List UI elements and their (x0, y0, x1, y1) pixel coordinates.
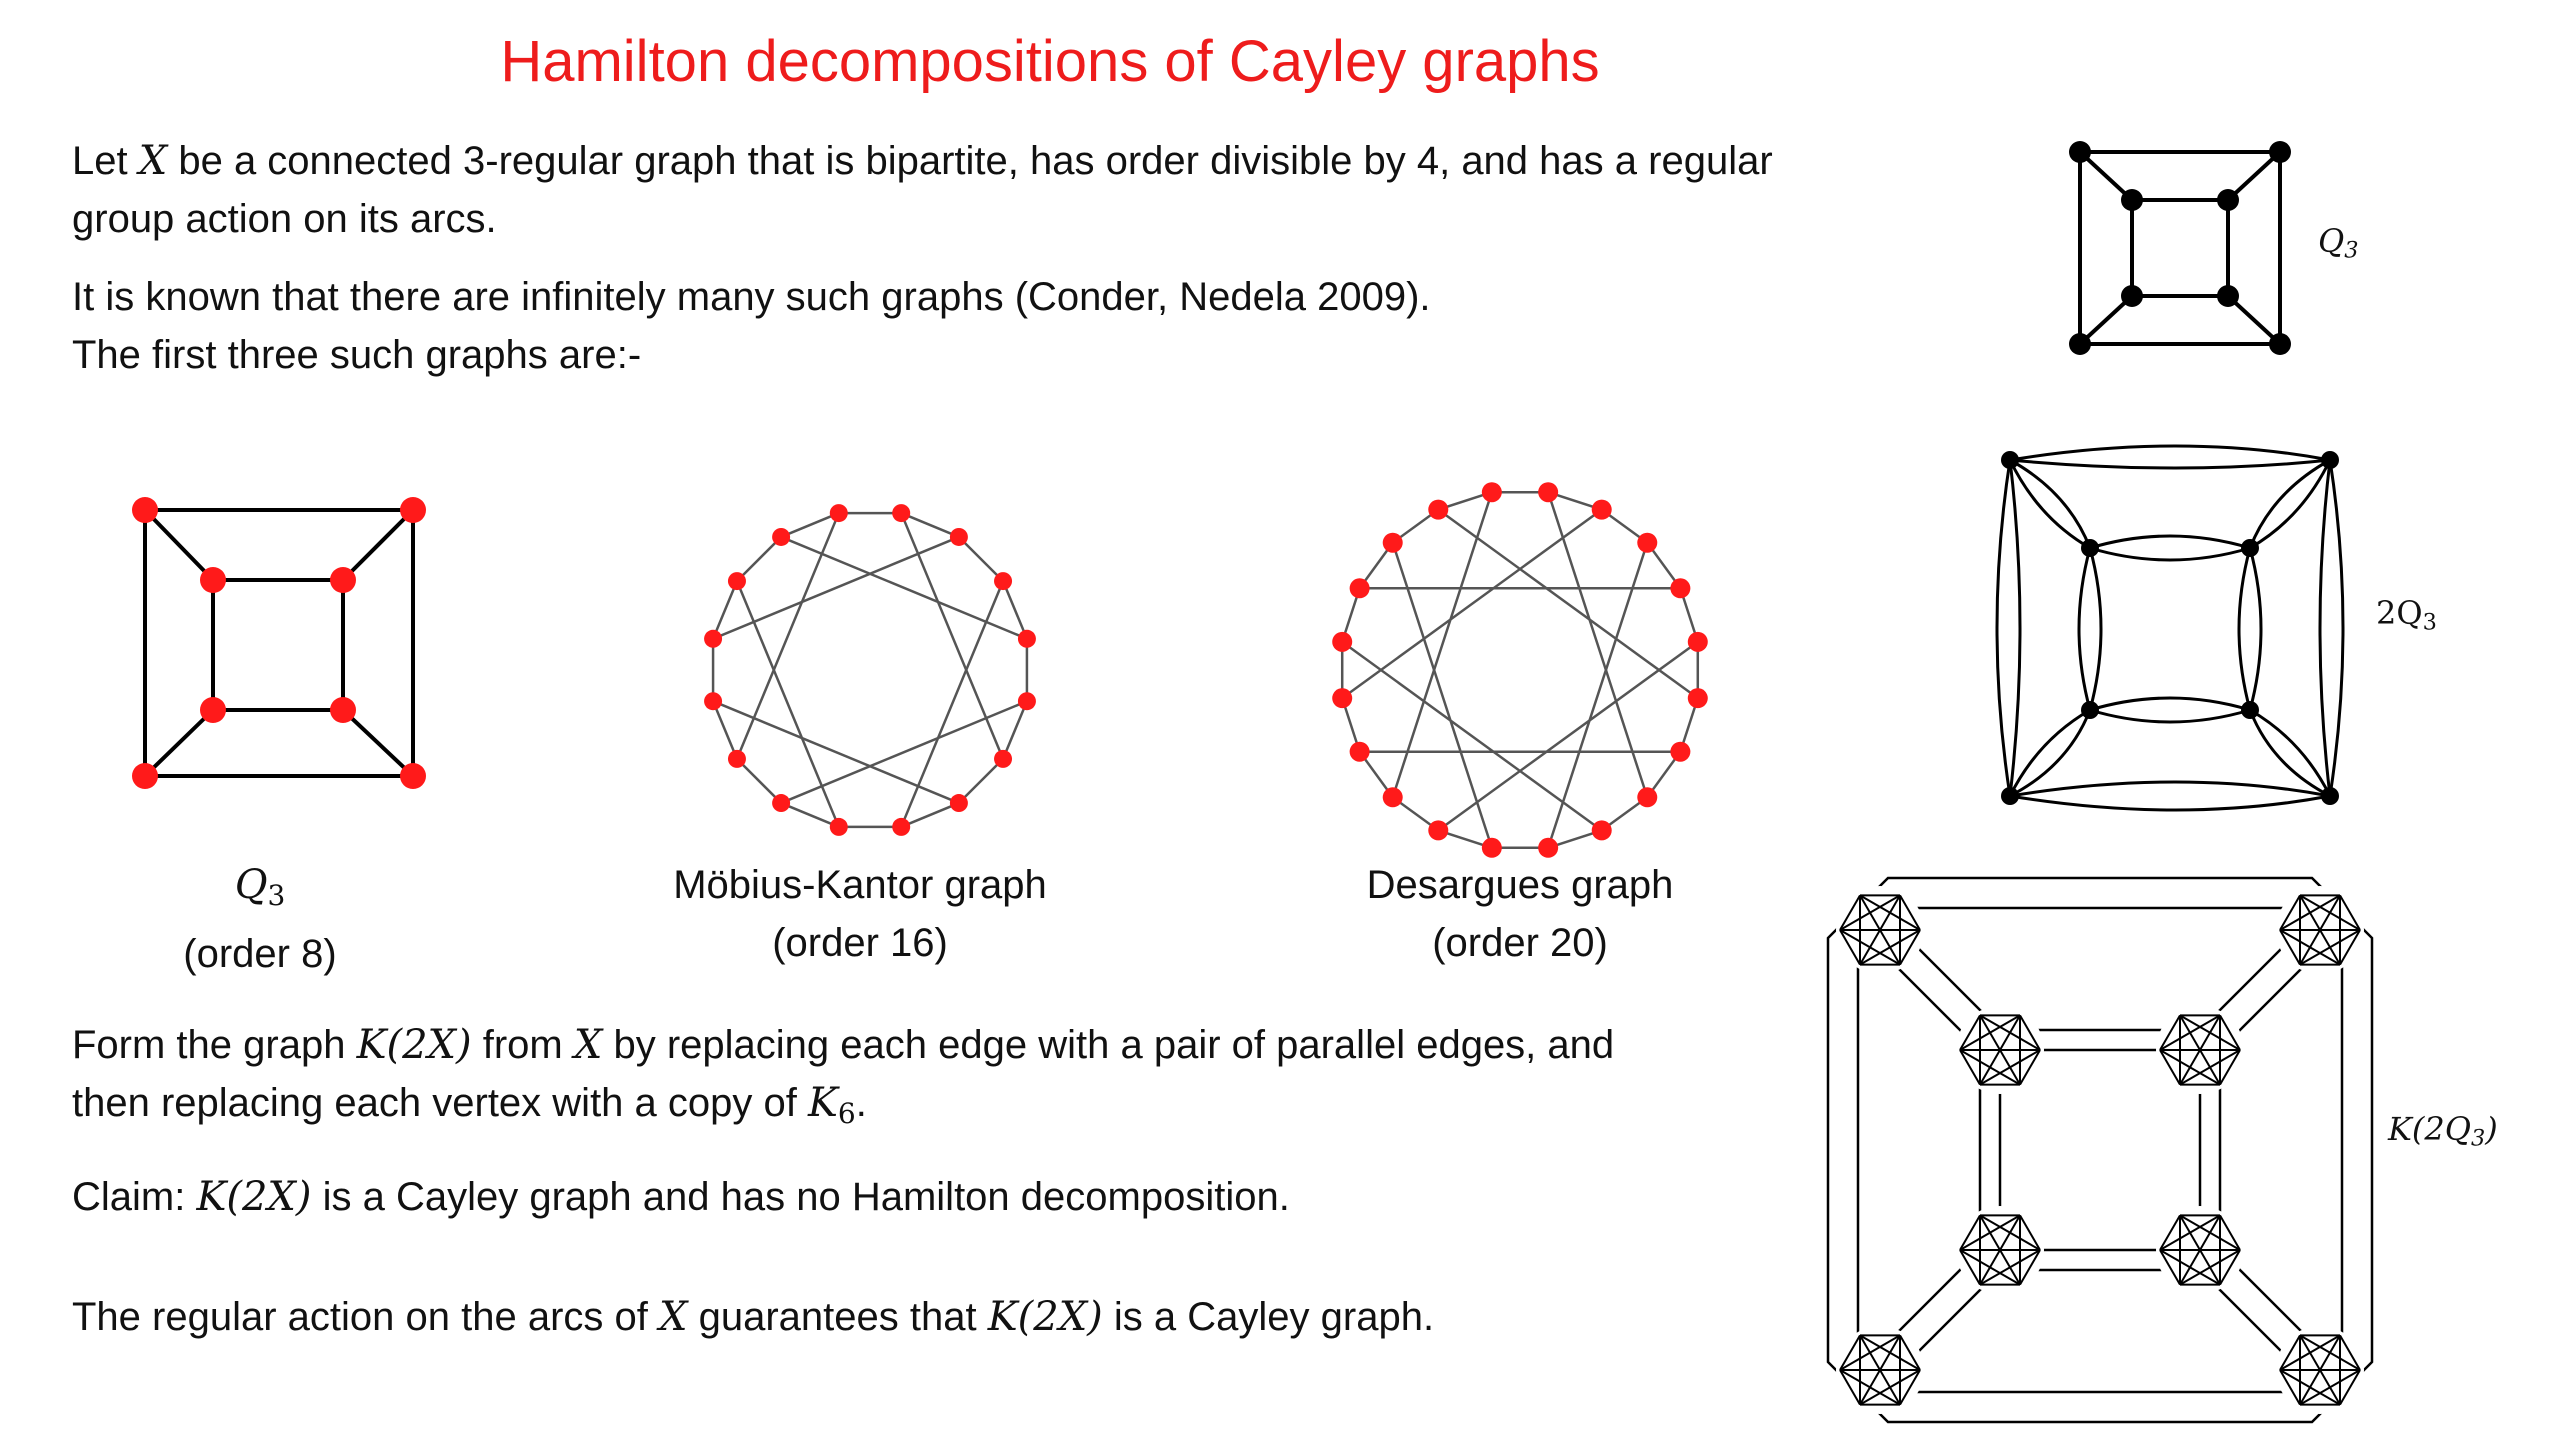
desargues-vertex (1332, 632, 1352, 652)
desargues-vertex (1383, 787, 1403, 807)
intro-line-3: It is known that there are infinitely many such graphs (Conder, Nedela 2009). (72, 275, 1431, 319)
q3-vertex (400, 763, 426, 789)
mk-vertex (950, 528, 968, 546)
mk-vertex (772, 528, 790, 546)
q3-vertex (330, 567, 356, 593)
q3-graph-drawing (100, 480, 460, 840)
q3-vertex (400, 497, 426, 523)
slide-title: Hamilton decompositions of Cayley graphs (500, 29, 1600, 94)
q3-vertex (330, 697, 356, 723)
q3-vertex (132, 497, 158, 523)
desargues-vertex (1592, 820, 1612, 840)
mk-vertex (1018, 692, 1036, 710)
caption-mobius-kantor: Möbius-Kantor graph (order 16) (673, 863, 1047, 965)
mk-vertex (830, 818, 848, 836)
mk-vertex (950, 794, 968, 812)
desargues-vertex (1428, 500, 1448, 520)
mk-vertex (994, 572, 1012, 590)
desargues-vertex (1688, 632, 1708, 652)
desargues-vertex (1383, 533, 1403, 553)
mk-vertex (704, 630, 722, 648)
label-2q3: $2Q_3$ (2376, 594, 2437, 636)
desargues-vertex (1482, 838, 1502, 858)
desargues-vertex (1637, 787, 1657, 807)
label-k2q3: $K(2Q_3)$ (2388, 1110, 2498, 1152)
mk-vertex (1018, 630, 1036, 648)
label-q3: $Q_3$ (2318, 222, 2359, 264)
intro-line-1: Let X be a connected 3-regular graph that is bipartite, has order divisible by 4, and has a regular (72, 138, 1773, 184)
intro-line-4: The first three such graphs are:- (72, 333, 642, 377)
desargues-vertex (1670, 578, 1690, 598)
q3-vertex (200, 697, 226, 723)
mk-vertex (892, 818, 910, 836)
mk-vertex (728, 750, 746, 768)
mk-vertex (830, 504, 848, 522)
form-line-1: Form the graph K(2X) from X by replacing each edge with a pair of parallel edges, and (72, 1022, 1615, 1068)
desargues-vertex (1688, 688, 1708, 708)
intro-line-2: group action on its arcs. (72, 197, 497, 241)
q3-vertex (132, 763, 158, 789)
mobius-kantor-graph-drawing (670, 470, 1070, 870)
desargues-vertex (1592, 500, 1612, 520)
desargues-vertex (1670, 742, 1690, 762)
desargues-vertex (1350, 578, 1370, 598)
form-line-2: then replacing each vertex with a copy of $K_6$. (72, 1080, 867, 1130)
small-q3-drawing (2060, 130, 2300, 350)
desargues-vertex (1428, 820, 1448, 840)
desargues-vertex (1538, 838, 1558, 858)
two-q3-multigraph-drawing (1990, 440, 2370, 840)
regular-action-line: The regular action on the arcs of X guarantees that K(2X) is a Cayley graph. (72, 1294, 1435, 1340)
mk-vertex (892, 504, 910, 522)
mk-vertex (704, 692, 722, 710)
mk-vertex (994, 750, 1012, 768)
desargues-graph-drawing (1300, 450, 1740, 890)
mk-vertex (772, 794, 790, 812)
math-x: X (138, 138, 168, 184)
desargues-vertex (1637, 533, 1657, 553)
desargues-vertex (1332, 688, 1352, 708)
mk-vertex (728, 572, 746, 590)
k-2q3-graph-drawing (1820, 870, 2380, 1430)
caption-q3: $Q_3$ (order 8) (183, 862, 337, 976)
desargues-vertex (1538, 482, 1558, 502)
caption-desargues: Desargues graph (order 20) (1366, 863, 1674, 965)
desargues-vertex (1350, 742, 1370, 762)
claim-line: Claim: K(2X) is a Cayley graph and has no Hamilton decomposition. (72, 1174, 1290, 1220)
q3-vertex (200, 567, 226, 593)
desargues-vertex (1482, 482, 1502, 502)
